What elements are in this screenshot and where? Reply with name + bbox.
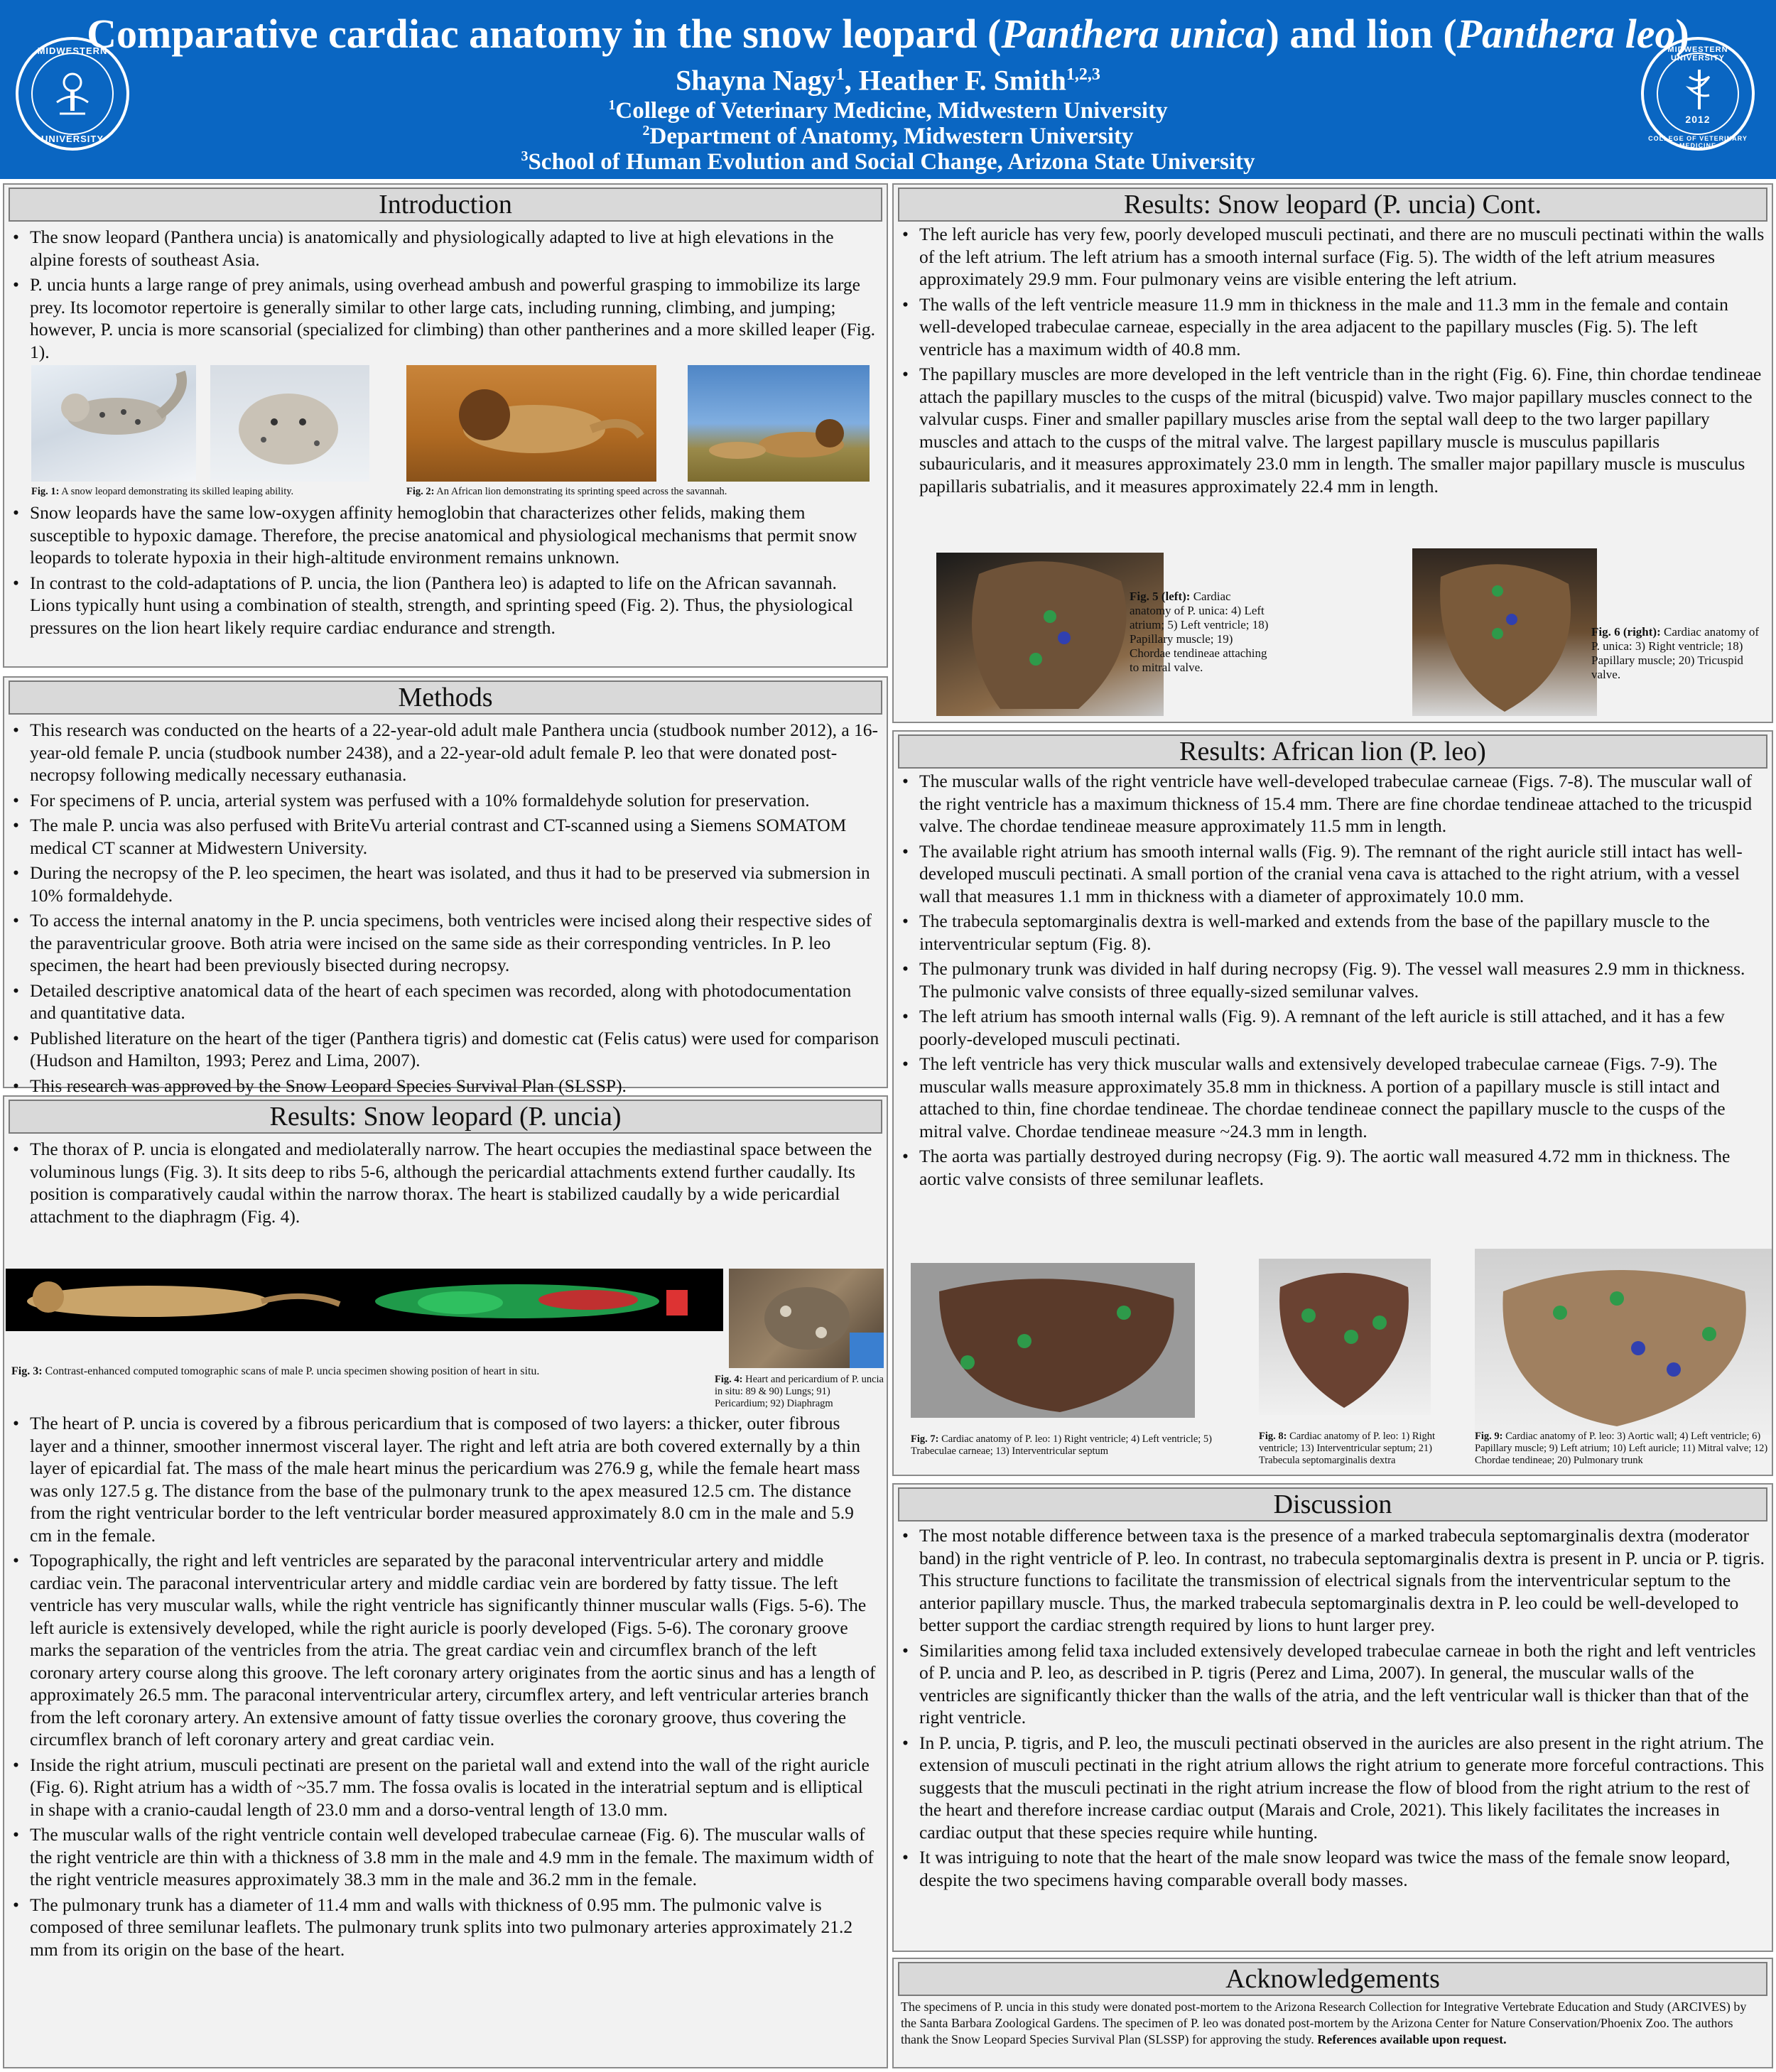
methods-bullet-2: • For specimens of P. uncia, arterial system was perfused with a 10% formaldehyde solution for preservation. xyxy=(30,789,879,812)
methods-bullet-8: • This research was approved by the Snow Leopard Species Survival Plan (SLSSP). xyxy=(30,1075,879,1097)
discussion-bullet-4: • It was intriguing to note that the heart of the male snow leopard was twice the mass of the female snow leopard, despite the two specimens having comparable overall body masses. xyxy=(919,1846,1765,1891)
methods-bullet-3: • The male P. uncia was also perfused with BriteVu arterial contrast and CT-scanned using a Siemens SOMATOM medical CT scanner at Midwestern University. xyxy=(30,814,879,859)
discussion-body xyxy=(901,1524,1765,1894)
methods-bullet-4: • During the necropsy of the P. leo specimen, the heart was isolated, and thus it had to be preserved via submersion in 10% formaldehyde. xyxy=(30,862,879,906)
results-snow-leopard-cont-body xyxy=(901,223,1765,500)
results-snow-leopard-heading: Results: Snow leopard (P. uncia) xyxy=(9,1100,882,1134)
res-sl-bullet-1: • The thorax of P. uncia is elongated and mediolaterally narrow. The heart occupies the mediastinal space between the voluminous lungs (Fig. 3). It sits deep to ribs 5-6, although the pericardial attachments extend further caudally. Its position is comparatively caudal within the narrow thorax. The heart is stabilized caudally by a wide pericardial attachment to the diaphragm (Fig. 4). xyxy=(30,1138,879,1227)
res-sl2-bullet-3: • The papillary muscles are more developed in the left ventricle than in the right (Fig. 6). Fine, thin chordae tendineae attach the papillary muscles to the cusps of the mitral (bicuspid) valve. Two major papillary muscles connect to the valvular cusps. Finer and smaller papillary muscles arise from the septal wall deep to the two larger papillary muscles and attach to the cusps of the mitral valve. The largest papillary muscle is musculus papillaris subauricularis, and it measures approximately 23.0 mm in length. The smaller major papillary muscle is musculus papillaris subatrialis, and it measures approximately 22.4 mm in length. xyxy=(919,363,1765,497)
res-lion-bullet-4: • The pulmonary trunk was divided in half during necropsy (Fig. 9). The vessel wall measures 2.9 mm in thickness. The pulmonic valve consists of three equally-sized semilunar valves. xyxy=(919,958,1765,1002)
fig1-photo-leaping-snow-leopard xyxy=(31,365,196,482)
seal-left-top-text: MIDWESTERN xyxy=(37,45,108,56)
fig9-caption: Fig. 9: Cardiac anatomy of P. leo: 3) Aortic wall; 4) Left ventricle; 6) Papillary muscle; 9) Left atrium; 10) Left auricle; 11) Mitral valve; 12) Chordae tendineae; 20) Pulmonary trunk xyxy=(1475,1431,1768,1466)
res-sl-bullet-4: • Inside the right atrium, musculi pectinati are present on the parietal wall and extend into the wall of the right auricle (Fig. 6). Right atrium has a width of ~35.7 mm. The fossa ovalis is located in the interatrial septum and is elliptical in shape with a cranio-caudal length of 23.0 mm and a dorso-ventral length of 13.0 mm. xyxy=(30,1754,879,1821)
seal-right-year: 2012 xyxy=(1685,114,1711,125)
fig1-photo-snow-leopard-face xyxy=(210,365,369,482)
fig2-caption: Fig. 2: An African lion demonstrating its sprinting speed across the savannah. xyxy=(406,486,727,497)
acknowledgements-section xyxy=(892,1958,1773,2068)
methods-bullet-5: • To access the internal anatomy in the P. uncia specimens, both ventricles were incised along their respective sides of the paraventricular groove. Both atria were incised on the same side as their corresponding ventricles. In P. leo specimen, the heart had been previously bisected during necropsy. xyxy=(30,909,879,977)
acknowledgements-body xyxy=(901,1999,1765,2048)
fig6-caption: Fig. 6 (right): Cardiac anatomy of P. unica: 3) Right ventricle; 18) Papillary muscle; 20) Tricuspid valve. xyxy=(1591,625,1760,681)
fig4-heart-pericardium-photo xyxy=(729,1269,884,1368)
intro-bullet-1: • The snow leopard (Panthera uncia) is anatomically and physiologically adapted to live at high elevations in the alpine forests of southeast Asia. xyxy=(30,226,879,271)
results-snow-leopard-cont-heading: Results: Snow leopard (P. uncia) Cont. xyxy=(898,188,1767,222)
seal-left-bottom-text: UNIVERSITY xyxy=(40,134,104,144)
poster-title: Comparative cardiac anatomy in the snow leopard (Panthera unica) and lion (Panthera leo) xyxy=(87,11,1689,57)
res-sl-bullet-2: • The heart of P. uncia is covered by a fibrous pericardium that is composed of two layers: a thicker, outer fibrous layer and a thinner, smoother innermost visceral layer. The right and left atria are both covered externally by a thin layer of epicardial fat. The mass of the male heart minus the pericardium was 276.9 g, while the female heart mass was only 127.5 g. The distance from the base of the pulmonary trunk to the apex measured 12.5 cm. The distance from the right ventricular border to the left ventricular border measured approximately 8.0 cm in the male and 5.9 cm in the female. xyxy=(30,1412,879,1546)
res-sl-bullet-3: • Topographically, the right and left ventricles are separated by the paraconal interventricular artery and middle cardiac vein. The paraconal interventricular artery and middle cardiac vein are bordered by fatty tissue. The left ventricle has very muscular walls, while the right ventricle has significantly thinner muscular walls (Figs. 5-6). The left auricle is extensively developed, while the right auricle is poorly developed (Figs. 5-6). The coronary groove marks the separation of the ventricles from the atria. The great cardiac vein and circumflex branch of the left coronary artery course along this groove. The left coronary artery originates from the aortic sinus and has a length of approximately 26.5 mm. The paraconal interventricular artery, circumflex artery, and left ventricular arteries branch from the left coronary artery. An extensive amount of fatty tissue overlies the coronary groove, thus covering the circumflex branch of left coronary artery and great cardiac vein. xyxy=(30,1549,879,1751)
intro-bullet-4: • In contrast to the cold-adaptations of P. uncia, the lion (Panthera leo) is adapted to life on the African savannah. Lions typically hunt using a combination of stealth, strength, and sprinting speed (Fig. 2). Thus, the physiological pressures on the lion heart likely require cardiac endurance and strength. xyxy=(30,572,879,639)
results-snow-leopard-cont-section xyxy=(892,183,1773,723)
results-lion-body xyxy=(901,770,1765,1193)
intro-bullet-2: • P. uncia hunts a large range of prey animals, using overhead ambush and powerful grasping to immobilize its large prey. Its locomotor repertoire is generally similar to other large cats, including running, climbing, and jumping; however, P. uncia is more scansorial (specialized for climbing) than other pantherines and a more skilled leaper (Fig. 1). xyxy=(30,273,879,363)
seal-right-bottom-text: COLLEGE OF VETERINARY MEDICINE xyxy=(1648,135,1748,149)
res-lion-bullet-2: • The available right atrium has smooth internal walls (Fig. 9). The remnant of the right auricle still intact has well-developed musculi pectinati. A small portion of the cranial vena cava is attached to the right atrium, with a vessel wall that measures 1.1 mm in thickness with a diameter of approximately 10.0 mm. xyxy=(919,840,1765,908)
seal-right-top-text: MIDWESTERN UNIVERSITY xyxy=(1667,45,1728,63)
res-lion-bullet-3: • The trabecula septomarginalis dextra is well-marked and extends from the base of the papillary muscle to the interventricular septum (Fig. 8). xyxy=(919,910,1765,955)
introduction-body-2 xyxy=(11,501,879,641)
fig6-heart-photo xyxy=(1412,548,1597,716)
methods-bullet-1: • This research was conducted on the hearts of a 22-year-old adult male Panthera uncia (studbook number 2012), a 16-year-old female P. uncia (studbook number 2438), and a 22-year-old adult female P. leo that were donated post-necropsy following medically necessary euthanasia. xyxy=(30,719,879,786)
fig7-lion-heart-photo xyxy=(911,1263,1195,1418)
methods-body xyxy=(11,719,879,1100)
methods-section xyxy=(3,676,888,1096)
fig1-caption: Fig. 1: A snow leopard demonstrating its skilled leaping ability. xyxy=(31,486,294,497)
acknowledgements-heading: Acknowledgements xyxy=(898,1962,1767,1996)
results-snow-leopard-body-1 xyxy=(11,1138,879,1230)
results-snow-leopard-section xyxy=(3,1095,888,2068)
res-lion-bullet-5: • The left atrium has smooth internal walls (Fig. 9). A remnant of the left auricle is still attached, and it has a few poorly-developed musculi pectinati. xyxy=(919,1005,1765,1050)
fig2-photo-lions-resting xyxy=(688,365,870,482)
res-lion-bullet-1: • The muscular walls of the right ventricle have well-developed trabeculae carneae (Figs. 7-8). The muscular wall of the right ventricle has a maximum thickness of 15.4 mm. There are fine chordae tendineae attached to the tricuspid valve. The chordae tendineae measure approximately 11.5 mm in length. xyxy=(919,770,1765,837)
authors: Shayna Nagy$^1$, Heather F. Smith$^{1,2,3}$ xyxy=(676,64,1100,97)
methods-heading: Methods xyxy=(9,680,882,715)
discussion-bullet-2: • Similarities among felid taxa included extensively developed trabeculae carneae in both the right and left ventricles of P. uncia and P. leo, as described in P. tigris (Perez and Lima, 2007). In general, the muscular walls of the ventricles are significantly thicker than the walls of the atria, and the left ventricular wall is thicker than that of the right ventricle. xyxy=(919,1639,1765,1729)
res-sl-bullet-5: • The muscular walls of the right ventricle contain well developed trabeculae carneae (Fig. 6). The muscular walls of the right ventricle are thin with a thickness of 3.8 mm in the male and 4.9 mm in the female. The maximum width of the right ventricle measures approximately 38.3 mm in the male and 36.2 mm in the female. xyxy=(30,1823,879,1891)
fig3-caption: Fig. 3: Contrast-enhanced computed tomographic scans of male P. uncia specimen showing position of heart in situ. xyxy=(11,1365,540,1377)
discussion-section xyxy=(892,1483,1773,1952)
fig8-caption: Fig. 8: Cardiac anatomy of P. leo: 1) Right ventricle; 13) Interventricular septum; 21) Trabecula septomarginalis dextra xyxy=(1259,1431,1436,1466)
results-lion-heading: Results: African lion (P. leo) xyxy=(898,734,1767,769)
fig2-photo-running-lion xyxy=(406,365,656,482)
methods-bullet-7: • Published literature on the heart of the tiger (Panthera tigris) and domestic cat (Felis catus) were used for comparison (Hudson and Hamilton, 1993; Perez and Lima, 2007). xyxy=(30,1027,879,1072)
affiliation-1: $^1$College of Veterinary Medicine, Midwestern University xyxy=(608,97,1168,124)
res-sl2-bullet-1: • The left auricle has very few, poorly developed musculi pectinati, and there are no musculi pectinati within the walls of the left atrium. The left atrium has a smooth internal surface (Fig. 5). The width of the left atrium measures approximately 29.9 mm. Four pulmonary veins are visible entering the left atrium. xyxy=(919,223,1765,291)
fig7-caption: Fig. 7: Cardiac anatomy of P. leo: 1) Right ventricle; 4) Left ventricle; 5) Trabeculae carneae; 13) Interventricular septum xyxy=(911,1433,1213,1457)
methods-bullet-6: • Detailed descriptive anatomical data of the heart of each specimen was recorded, along with photodocumentation and quantitative data. xyxy=(30,980,879,1024)
references-note: References available upon request. xyxy=(1314,2032,1507,2046)
res-sl2-bullet-2: • The walls of the left ventricle measure 11.9 mm in thickness in the male and 11.3 mm in the female and contain well-developed trabeculae carneae, especially in the area adjacent to the papillary muscles (Fig. 5). The left ventricle has a maximum width of 40.8 mm. xyxy=(919,293,1765,361)
fig9-lion-heart-photo xyxy=(1475,1249,1772,1435)
fig3-ct-scan xyxy=(6,1269,723,1331)
results-lion-section xyxy=(892,730,1773,1476)
fig8-lion-heart-photo xyxy=(1259,1259,1431,1415)
introduction-heading: Introduction xyxy=(9,188,882,222)
res-lion-bullet-7: • The aorta was partially destroyed during necropsy (Fig. 9). The aortic wall measured 4.72 mm in thickness. The aortic valve consists of three semilunar leaflets. xyxy=(919,1145,1765,1190)
poster-header xyxy=(0,0,1776,179)
discussion-heading: Discussion xyxy=(898,1487,1767,1522)
results-snow-leopard-body-2 xyxy=(11,1412,879,1963)
discussion-bullet-3: • In P. uncia, P. tigris, and P. leo, the musculi pectinati observed in the auricles are also present in the right atrium. The extension of musculi pectinati in the right atrium allows the right atrium to generate more forceful contractions. This suggests that the musculi pectinati in the right atrium increase the flow of blood from the right atrium to the rest of the heart and therefore increase cardiac output (Marais and Crole, 2021). This likely facilitates the increases in cardiac output that these species require while hunting. xyxy=(919,1732,1765,1844)
intro-bullet-3: • Snow leopards have the same low-oxygen affinity hemoglobin that characterizes other felids, making them susceptible to hypoxic damage. Therefore, the precise anatomical and physiological mechanisms that permit snow leopards to tolerate hypoxia in their high-altitude environment remains unknown. xyxy=(30,501,879,569)
affiliation-2: $^2$Department of Anatomy, Midwestern University xyxy=(642,123,1134,149)
fig5-caption: Fig. 5 (left): Cardiac anatomy of P. unica: 4) Left atrium; 5) Left ventricle; 18) Papillary muscle; 19) Chordae tendineae attaching to mitral valve. xyxy=(1130,590,1269,674)
res-lion-bullet-6: • The left ventricle has very thick muscular walls and extensively developed trabeculae carneae (Figs. 7-9). The muscular walls measure approximately 35.8 mm in thickness. A portion of a papillary muscle is still intact and attached to thin, fine chordae tendineae. The chordae tendineae connect the papillary muscle to the cusps of the mitral valve. Chordae tendineae measure ~24.3 mm in length. xyxy=(919,1053,1765,1142)
res-sl-bullet-6: • The pulmonary trunk has a diameter of 11.4 mm and walls with thickness of 0.95 mm. The pulmonic valve is composed of three semilunar leaflets. The pulmonary trunk splits into two pulmonary arteries approximately 21.2 mm from its origin on the base of the heart. xyxy=(30,1894,879,1961)
discussion-bullet-1: • The most notable difference between taxa is the presence of a marked trabecula septomarginalis dextra (moderator band) in the right ventricle of P. leo. In contrast, no trabecula septomarginalis dextra is present in P. uncia or P. tigris. This structure functions to facilitate the transmission of electrical signals from the interventricular septum to the anterior papillary muscle. Thus, the marked trabecula septomarginalis dextra in P. leo could be well-developed to better support the cardiac strength required by lions to hunt larger prey. xyxy=(919,1524,1765,1637)
acknowledgements-text: The specimens of P. uncia in this study were donated post-mortem to the Arizona Research Collection for Integrative Vertebrate Education and Study (ARCIVES) by the Santa Barbara Zoological Gardens. The specimen of P. leo was donated post-mortem by the Arizona Center for Nature Conservation/Phoenix Zoo. The authors thank the Snow Leopard Species Survival Plan (SLSSP) for approving the study. xyxy=(901,2000,1747,2046)
introduction-section xyxy=(3,183,888,668)
fig4-caption: Fig. 4: Heart and pericardium of P. uncia in situ: 89 & 90) Lungs; 91) Pericardium; 92) Diaphragm xyxy=(715,1374,884,1409)
introduction-body xyxy=(11,226,879,366)
affiliation-3: $^3$School of Human Evolution and Social Change, Arizona State University xyxy=(521,148,1255,175)
